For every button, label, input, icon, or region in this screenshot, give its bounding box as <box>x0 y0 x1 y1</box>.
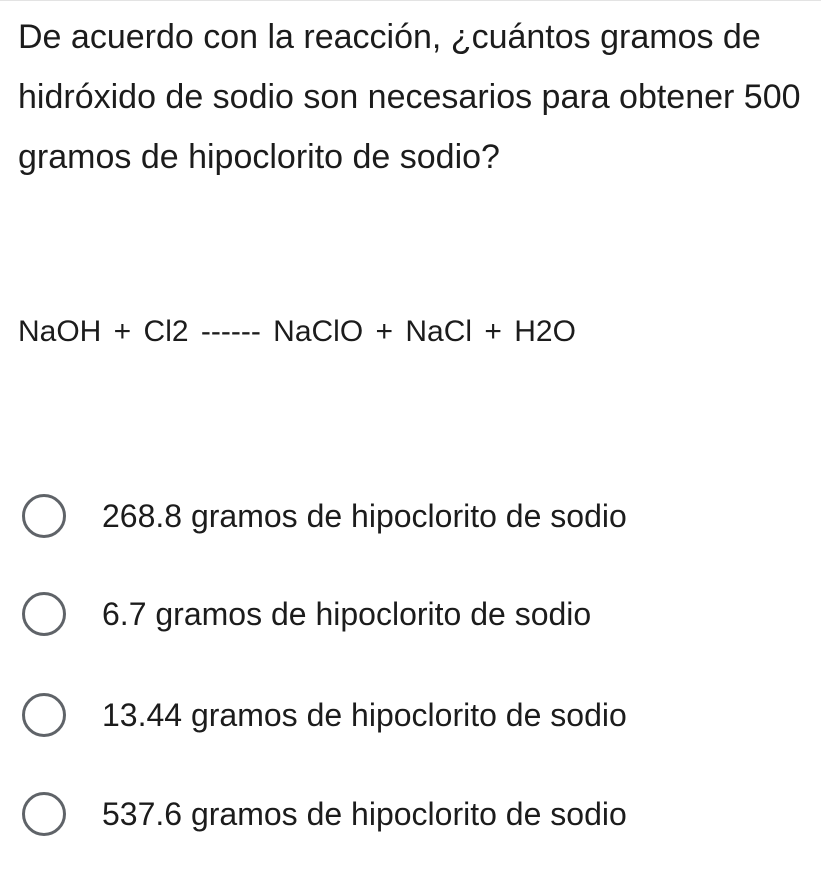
radio-button-icon[interactable] <box>22 592 66 636</box>
radio-button-icon[interactable] <box>22 494 66 538</box>
answer-option-label: 13.44 gramos de hipoclorito de sodio <box>102 697 627 733</box>
answer-option-2[interactable] <box>22 586 802 642</box>
answer-option-4[interactable] <box>22 786 802 842</box>
answer-option-label: 537.6 gramos de hipoclorito de sodio <box>102 796 627 832</box>
answer-option-label: 268.8 gramos de hipoclorito de sodio <box>102 498 627 534</box>
chemical-equation: NaOH + Cl2 ------ NaClO + NaCl + H2O <box>18 315 576 348</box>
radio-button-icon[interactable] <box>22 792 66 836</box>
top-divider <box>0 0 821 1</box>
answer-option-1[interactable] <box>22 488 802 544</box>
answer-option-label: 6.7 gramos de hipoclorito de sodio <box>102 596 592 632</box>
question-text: De acuerdo con la reacción, ¿cuántos gramos de hidróxido de sodio son necesarios para obtener 500 gramos de hipoclorito de sodio? <box>18 18 801 176</box>
radio-button-icon[interactable] <box>22 693 66 737</box>
answer-option-3[interactable] <box>22 687 802 743</box>
